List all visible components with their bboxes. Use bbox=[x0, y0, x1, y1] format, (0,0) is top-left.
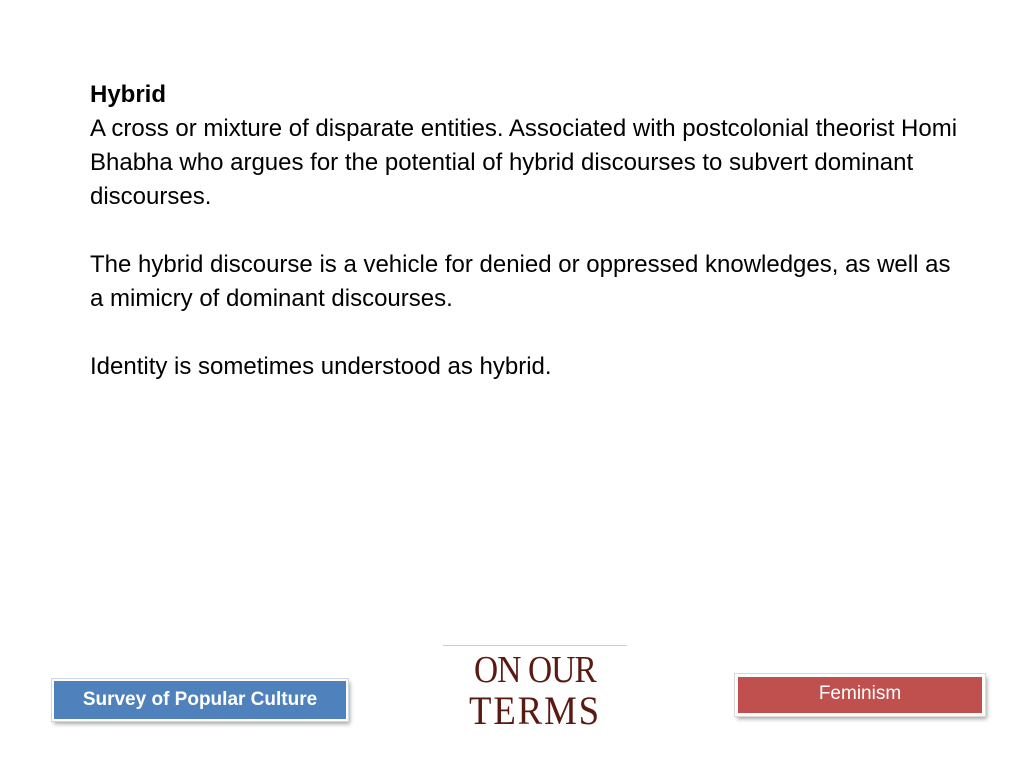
slide-content bbox=[90, 78, 970, 384]
logo-line-1: ON OUR bbox=[474, 649, 596, 691]
on-our-terms-logo[interactable] bbox=[443, 645, 627, 734]
identity-paragraph: Identity is sometimes understood as hybrid. bbox=[90, 353, 552, 380]
discourse-paragraph: The hybrid discourse is a vehicle for denied or oppressed knowledges, as well as a mimicry of dominant discourses. bbox=[90, 251, 951, 312]
feminism-button[interactable]: Feminism bbox=[735, 674, 985, 716]
definition-paragraph: A cross or mixture of disparate entities. Associated with postcolonial theorist Homi Bhabha who argues for the potential of hybrid discourses to subvert dominant discourses. bbox=[90, 115, 958, 210]
term-heading: Hybrid bbox=[90, 81, 167, 108]
survey-of-popular-culture-button[interactable]: Survey of Popular Culture bbox=[52, 679, 348, 721]
logo-line-2: TERMS bbox=[469, 688, 601, 733]
